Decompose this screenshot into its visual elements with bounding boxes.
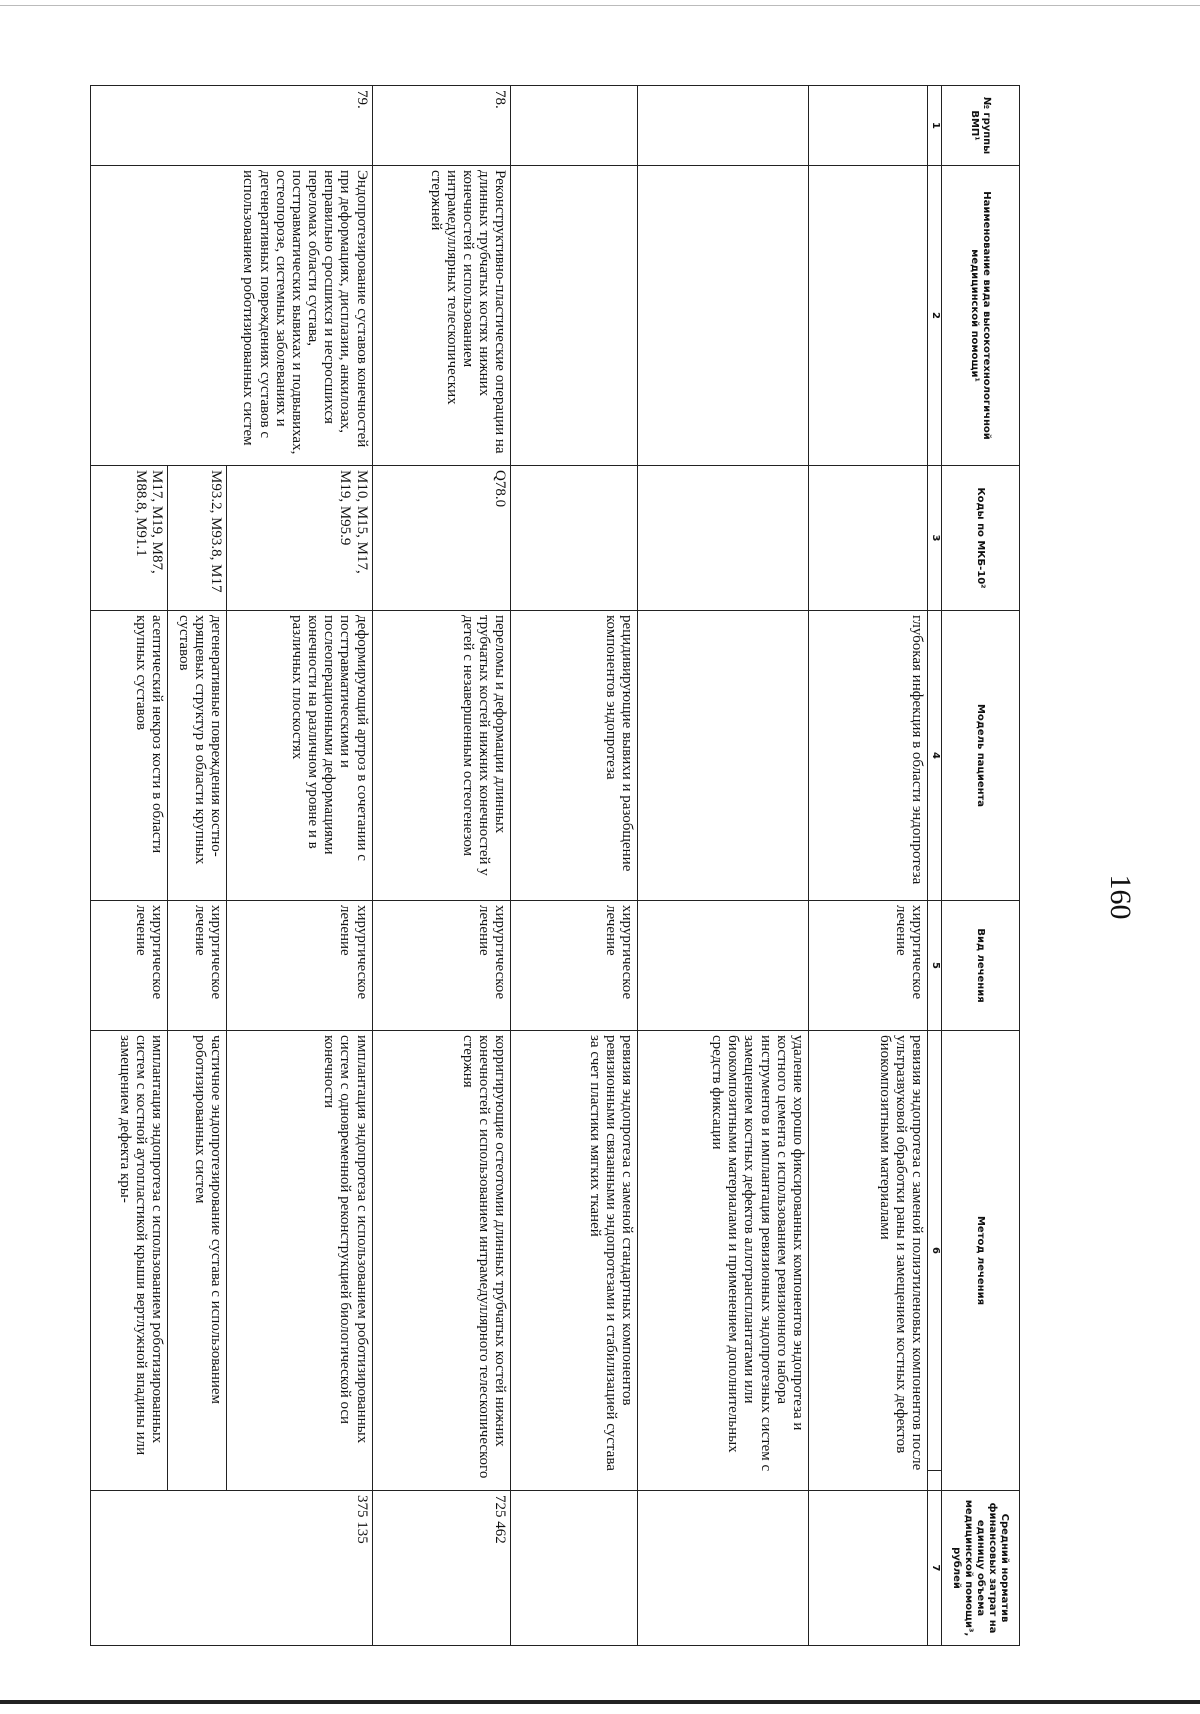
name-cell: Эндопротезирование суставов конечностей при деформациях, дисплазии, анкилозах, неправильно сросшихся и несросшихся переломах области сустава, посттравматических вывихах и подвывихах, остеопорозе, системных заболеваниях и дегенеративных повреждениях суставов с использованием роботизированных систем [91, 166, 373, 466]
header-row [942, 86, 1020, 1646]
table-row [638, 86, 809, 1646]
codes-cell: M93.2, M93.8, M17 [168, 466, 227, 611]
group-cell [638, 86, 809, 166]
model-cell: переломы и деформации длинных трубчатых костей нижних конечностей у детей с незавершенным остеогенезом [372, 611, 511, 901]
type-cell: хирургическое лечение [511, 901, 638, 1031]
header-group: № группы ВМП¹ [942, 86, 1020, 166]
codes-cell: M17, M19, M87, M88.8, M91.1 [91, 466, 168, 611]
header-cost: Средний норматив финансовых затрат на единицу объема медицинской помощи³, рублей [942, 1491, 1020, 1646]
method-cell: ревизия эндопротеза с заменой полиэтиленовых компонентов после ультразвуковой обработки раны и замещением костных дефектов биокомпозитными материалами [809, 1031, 928, 1491]
codes-cell [638, 466, 809, 611]
type-cell: хирургическое лечение [809, 901, 928, 1031]
method-cell: удаление хорошо фиксированных компонентов эндопротеза и костного цемента с использованием ревизионного набора инструментов и имплантация ревизионных эндопротезных систем с замещением костных дефектов аллотрансплантатами или биокомпозитными материалами и применением дополнительных средств фиксации [638, 1031, 809, 1491]
model-cell: дегенеративные повреждения костно-хрящевых структур в области крупных суставов [168, 611, 227, 901]
header-type: Вид лечения [942, 901, 1020, 1031]
type-cell [638, 901, 809, 1031]
cost-cell: 375 135 [91, 1491, 373, 1646]
group-cell [511, 86, 638, 166]
method-cell: корригирующие остеотомии длинных трубчатых костей нижних конечностей с использованием интрамедуллярного телескопического стержня [372, 1031, 511, 1491]
type-cell: хирургическое лечение [372, 901, 511, 1031]
group-cell: 79. [91, 86, 373, 166]
table-row [372, 86, 511, 1646]
method-cell: имплантация эндопротеза с использованием роботизированных систем с костной аутопластикой крыши вертлужной впадины или замещением дефекта кры- [91, 1031, 168, 1491]
model-cell: асептический некроз кости в области крупных суставов [91, 611, 168, 901]
cost-cell [638, 1491, 809, 1646]
column-number-row [928, 86, 942, 1646]
column-number-blank [928, 1471, 942, 1491]
codes-cell: M10, M15, M17, M19, M95.9 [227, 466, 372, 611]
method-cell: имплантация эндопротеза с использованием роботизированных систем с одновременной реконструкцией биологической оси конечности [227, 1031, 372, 1491]
name-cell: Реконструктивно-пластические операции на длинных трубчатых костях нижних конечностей с использованием интрамедуллярных телескопических стержней [372, 166, 511, 466]
table-row [511, 86, 638, 1646]
scan-edge-bottom [0, 1700, 1200, 1704]
group-cell [809, 86, 928, 166]
method-cell: частичное эндопротезирование сустава с использованием роботизированных систем [168, 1031, 227, 1491]
codes-cell [511, 466, 638, 611]
column-number: 5 [928, 901, 942, 1031]
model-cell: деформирующий артроз в сочетании с посттравматическими и послеоперационными деформациями конечности на различном уровне и в различных плоскостях [227, 611, 372, 901]
name-cell [638, 166, 809, 466]
codes-cell [809, 466, 928, 611]
name-cell [809, 166, 928, 466]
page-number: 160 [1104, 874, 1137, 920]
header-method: Метод лечения [942, 1031, 1020, 1491]
column-number: 7 [928, 1491, 942, 1646]
model-cell [638, 611, 809, 901]
type-cell: хирургическое лечение [168, 901, 227, 1031]
column-number: 2 [928, 166, 942, 466]
treatment-table [90, 85, 1020, 1646]
codes-cell: Q78.0 [372, 466, 511, 611]
header-codes: Коды по МКБ-10² [942, 466, 1020, 611]
table-row [227, 86, 372, 1646]
header-model: Модель пациента [942, 611, 1020, 901]
model-cell: глубокая инфекция в области эндопротеза [809, 611, 928, 901]
rotated-page [90, 85, 1020, 1645]
cost-cell [809, 1491, 928, 1646]
type-cell: хирургическое лечение [91, 901, 168, 1031]
cost-cell [511, 1491, 638, 1646]
scan-edge-top [0, 5, 1200, 6]
column-number: 1 [928, 86, 942, 166]
header-name: Наименование вида высокотехнологичной медицинской помощи¹ [942, 166, 1020, 466]
cost-cell: 725 462 [372, 1491, 511, 1646]
column-number: 4 [928, 611, 942, 901]
name-cell [511, 166, 638, 466]
table-row [809, 86, 928, 1646]
column-number: 3 [928, 466, 942, 611]
type-cell: хирургическое лечение [227, 901, 372, 1031]
model-cell: рецидивирующие вывихи и разобщение компонентов эндопротеза [511, 611, 638, 901]
group-cell: 78. [372, 86, 511, 166]
method-cell: ревизия эндопротеза с заменой стандартных компонентов ревизионными связанными эндопротезами и стабилизацией сустава за счет пластики мягких тканей [511, 1031, 638, 1491]
column-number: 6 [928, 1031, 942, 1471]
